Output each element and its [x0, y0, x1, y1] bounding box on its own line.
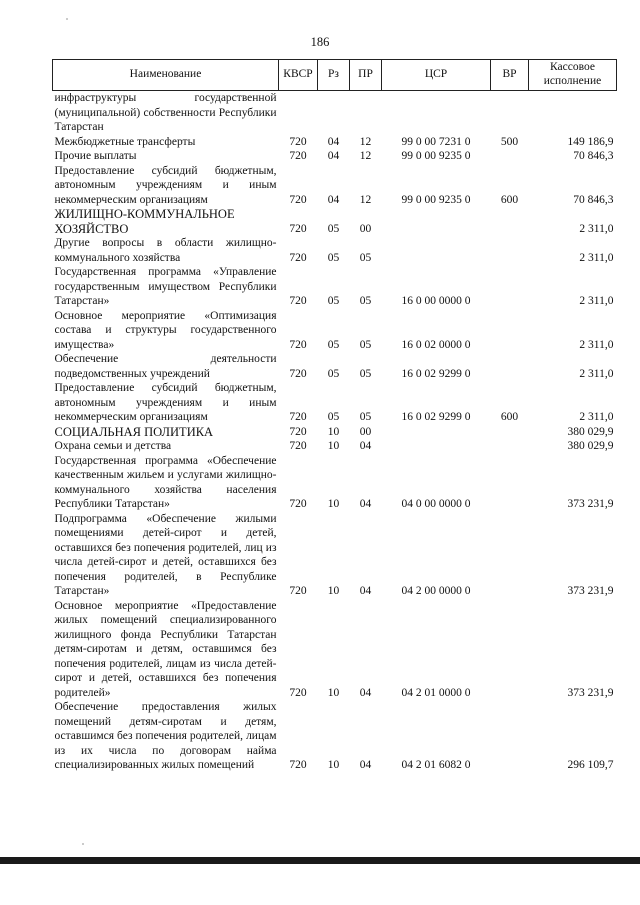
cell-csr: 04 2 01 0000 0: [401, 686, 471, 699]
cell-kvsr: 720: [289, 440, 307, 452]
scan-border-bar: [0, 857, 640, 864]
cell-amount: 380 029,9: [567, 425, 614, 438]
cell-pr: [350, 91, 382, 135]
cell-name: Предоставление субсидий бюджетным, автономным учреждениям и иным некоммерческим организациям: [54, 164, 277, 206]
cell-csr: [382, 236, 491, 265]
cell-vr: [491, 149, 529, 164]
column-header-rz: Рз: [318, 60, 350, 91]
cell-vr: 500: [500, 135, 519, 148]
cell-kvsr: 720: [289, 686, 307, 699]
cell-kvsr: [279, 91, 318, 135]
cell-vr: [491, 700, 529, 773]
cell-pr: 05: [359, 295, 372, 307]
cell-kvsr: 720: [289, 338, 307, 351]
cell-pr: 04: [359, 498, 372, 510]
cell-kvsr: 720: [289, 222, 307, 235]
cell-csr: 99 0 00 9235 0: [401, 193, 471, 206]
budget-table: [52, 59, 617, 773]
cell-rz: 10: [327, 759, 340, 771]
cell-csr: [382, 91, 491, 135]
cell-amount: 2 311,0: [579, 222, 614, 235]
cell-rz: 04: [327, 150, 340, 162]
cell-pr: 05: [359, 251, 372, 264]
cell-kvsr: 720: [289, 759, 307, 771]
cell-kvsr: 720: [289, 295, 307, 307]
cell-kvsr: 720: [289, 251, 307, 264]
cell-name: Обеспечение деятельности подведомственных учреждений: [54, 353, 277, 380]
cell-csr: [382, 207, 491, 236]
cell-amount: 70 846,3: [573, 150, 614, 162]
table-row: [53, 599, 617, 701]
cell-csr: [382, 425, 491, 440]
table-row: [53, 149, 617, 164]
cell-name: Обеспечение предоставления жилых помещений детям-сиротам и детям, оставшимся без попечения родителей, лицам из их числа по договорам найма специализированных жилых помещений: [54, 701, 277, 771]
cell-name: ЖИЛИЩНО-КОММУНАЛЬНОЕ ХОЗЯЙСТВО: [54, 207, 235, 236]
cell-amount: 380 029,9: [567, 440, 614, 452]
cell-pr: 00: [359, 222, 372, 235]
cell-rz: 05: [327, 251, 340, 264]
cell-vr: 600: [500, 193, 519, 206]
cell-kvsr: 720: [289, 135, 307, 148]
cell-csr: 04 2 00 0000 0: [401, 585, 471, 597]
cell-kvsr: 720: [289, 425, 307, 438]
cell-csr: 16 0 00 0000 0: [401, 295, 471, 307]
cell-rz: 05: [327, 338, 340, 351]
cell-vr: [491, 512, 529, 599]
cell-rz: 10: [327, 425, 340, 438]
cell-rz: 05: [327, 367, 340, 380]
cell-name: Прочие выплаты: [54, 150, 137, 162]
cell-amount: 373 231,9: [567, 585, 614, 597]
cell-rz: 04: [327, 193, 340, 206]
table-row: [53, 135, 617, 150]
cell-amount: 2 311,0: [579, 295, 614, 307]
table-row: [53, 700, 617, 773]
cell-amount: 373 231,9: [567, 686, 614, 699]
table-body: [53, 91, 617, 773]
column-header-kvsr: КВСР: [279, 60, 318, 91]
cell-kvsr: 720: [289, 367, 307, 380]
table-row: [53, 309, 617, 353]
cell-amount: 2 311,0: [579, 367, 614, 380]
cell-csr: 16 0 02 9299 0: [401, 411, 471, 423]
cell-pr: 00: [359, 425, 372, 438]
cell-rz: [318, 91, 350, 135]
column-header-name: Наименование: [53, 60, 279, 91]
cell-name: Государственная программа «Обеспечение качественным жильем и услугами жилищно-коммунального хозяйства населения Республики Татарстан»: [54, 454, 277, 510]
table-row: [53, 91, 617, 135]
cell-pr: 04: [359, 686, 372, 699]
cell-csr: 99 0 00 7231 0: [401, 135, 471, 148]
page-number: 186: [310, 35, 330, 49]
cell-vr: [491, 599, 529, 701]
table-row: [53, 512, 617, 599]
cell-amount: 296 109,7: [567, 759, 614, 771]
column-header-csr: ЦСР: [382, 60, 491, 91]
cell-csr: 04 0 00 0000 0: [401, 498, 471, 510]
cell-pr: 12: [359, 135, 372, 148]
cell-name: Охрана семьи и детства: [54, 440, 172, 452]
scan-speck: [66, 18, 68, 20]
table-row: [53, 352, 617, 381]
cell-rz: 05: [327, 295, 340, 307]
cell-name: Предоставление субсидий бюджетным, автономным учреждениям и иным некоммерческим организациям: [54, 382, 277, 423]
table-header-row: [53, 60, 617, 91]
cell-kvsr: 720: [289, 585, 307, 597]
cell-amount: 2 311,0: [579, 338, 614, 351]
cell-pr: 04: [359, 440, 372, 452]
cell-kvsr: 720: [289, 193, 307, 206]
cell-vr: [491, 207, 529, 236]
cell-name: Другие вопросы в области жилищно-коммунального хозяйства: [54, 237, 277, 264]
cell-vr: [491, 425, 529, 440]
cell-name: Государственная программа «Управление государственным имуществом Республики Татарстан»: [54, 266, 277, 307]
cell-kvsr: 720: [289, 150, 307, 162]
cell-rz: 05: [327, 222, 340, 235]
cell-rz: 10: [327, 686, 340, 699]
table-row: [53, 439, 617, 454]
column-header-vr: ВР: [491, 60, 529, 91]
cell-pr: 05: [359, 367, 372, 380]
table-row: [53, 381, 617, 425]
table-row: [53, 454, 617, 512]
cell-csr: 16 0 02 9299 0: [401, 367, 471, 380]
table-row: [53, 265, 617, 309]
cell-amount: [529, 91, 617, 135]
cell-name: Межбюджетные трансферты: [54, 135, 196, 148]
cell-amount: 2 311,0: [579, 411, 614, 423]
cell-rz: 04: [327, 135, 340, 148]
cell-csr: 04 2 01 6082 0: [401, 759, 471, 771]
cell-amount: 149 186,9: [567, 135, 614, 148]
table-row: [53, 236, 617, 265]
cell-pr: 05: [359, 411, 372, 423]
table-row: [53, 207, 617, 236]
cell-csr: 99 0 00 9235 0: [401, 150, 471, 162]
cell-rz: 05: [327, 411, 340, 423]
cell-vr: [491, 236, 529, 265]
table-row: [53, 164, 617, 208]
cell-vr: [491, 439, 529, 454]
column-header-pr: ПР: [350, 60, 382, 91]
column-header-amount: Кассовое исполнение: [529, 60, 617, 91]
cell-pr: 05: [359, 338, 372, 351]
cell-rz: 10: [327, 498, 340, 510]
cell-pr: 04: [359, 759, 372, 771]
cell-vr: [491, 265, 529, 309]
scan-speck: [82, 843, 84, 845]
cell-amount: 373 231,9: [567, 498, 614, 510]
cell-amount: 2 311,0: [579, 251, 614, 264]
cell-amount: 70 846,3: [573, 193, 614, 206]
cell-kvsr: 720: [289, 498, 307, 510]
table-row: [53, 425, 617, 440]
cell-vr: [491, 454, 529, 512]
cell-vr: [491, 352, 529, 381]
cell-csr: [382, 439, 491, 454]
cell-kvsr: 720: [289, 411, 307, 423]
cell-name: Основное мероприятие «Оптимизация состава и структуры государственного имущества»: [54, 309, 277, 351]
cell-vr: [491, 309, 529, 353]
cell-name: Основное мероприятие «Предоставление жилых помещений специализированного жилищного фонда Республики Татарстан детям-сиротам и детям, оставшимся без попечения родителей, лицам из числа детей-сирот и детей, оставшихся без попечения родителей»: [54, 599, 277, 699]
cell-name: Подпрограмма «Обеспечение жилыми помещениями детей-сирот и детей, оставшихся без попечения родителей, лиц из числа детей-сирот и детей, оставшихся без попечения родителей, в Республике Татарстан»: [54, 512, 277, 597]
cell-vr: [491, 91, 529, 135]
cell-pr: 04: [359, 585, 372, 597]
cell-rz: 10: [327, 440, 340, 452]
cell-rz: 10: [327, 585, 340, 597]
cell-pr: 12: [359, 150, 372, 162]
cell-pr: 12: [359, 193, 372, 206]
cell-name: инфраструктуры государственной (муниципальной) собственности Республики Татарстан: [54, 92, 277, 133]
cell-csr: 16 0 02 0000 0: [401, 338, 471, 351]
cell-name: СОЦИАЛЬНАЯ ПОЛИТИКА: [54, 424, 214, 439]
cell-vr: 600: [500, 411, 519, 423]
